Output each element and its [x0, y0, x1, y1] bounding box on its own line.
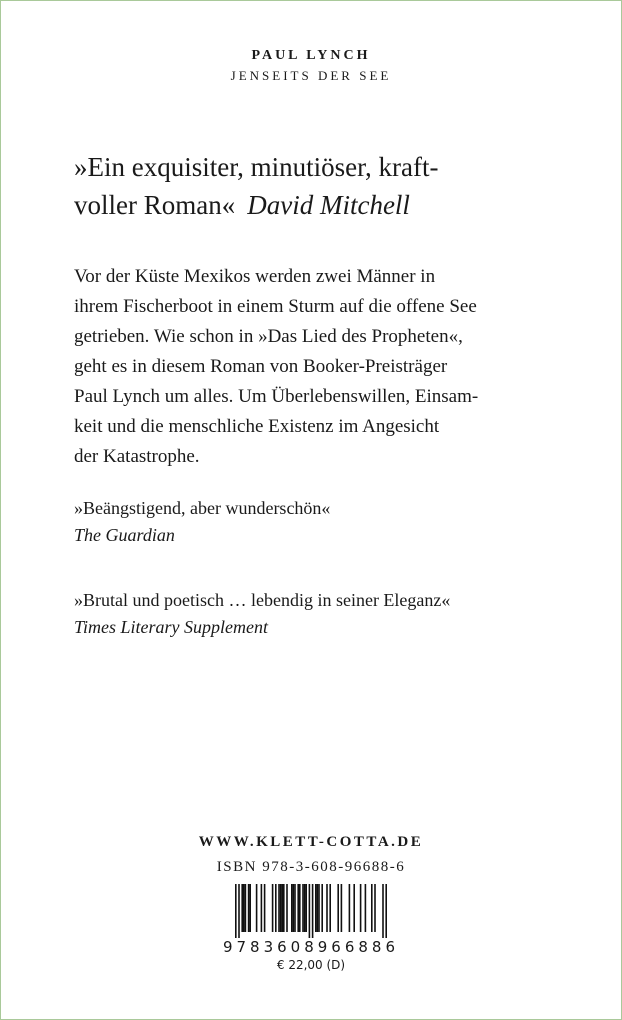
barcode-bar: [304, 884, 306, 932]
barcode-bar: [371, 884, 373, 932]
barcode-bar: [272, 884, 274, 932]
barcode-bar: [293, 884, 295, 932]
barcode: [0, 884, 622, 956]
barcode-guard-bar: [385, 884, 387, 938]
review-tls: [74, 587, 574, 641]
blurb-line: geht es in diesem Roman von Booker-Preisträger: [74, 356, 448, 377]
barcode-bar: [264, 884, 266, 932]
barcode-bar: [243, 884, 245, 932]
barcode-bar: [302, 884, 304, 932]
feature-quote-text: voller Roman«: [74, 190, 236, 220]
barcode-bar: [326, 884, 328, 932]
barcode-bar: [353, 884, 355, 932]
barcode-bar: [291, 884, 293, 932]
publisher-website: WWW.KLETT-COTTA.DE: [198, 834, 424, 850]
barcode-bar: [341, 884, 343, 932]
barcode-guard-bar: [382, 884, 384, 938]
barcode-bar: [297, 884, 299, 932]
barcode-bars: [216, 884, 406, 938]
feature-quote: [74, 148, 574, 224]
barcode-bar: [286, 884, 288, 932]
blurb-line: getrieben. Wie schon in »Das Lied des Propheten«,: [74, 326, 463, 347]
barcode-bar: [337, 884, 339, 932]
barcode-bar: [280, 884, 282, 932]
barcode-bar: [321, 884, 323, 932]
barcode-bar: [299, 884, 301, 932]
blurb-line: Paul Lynch um alles. Um Überlebenswillen, Einsam-: [74, 386, 479, 407]
isbn-number: ISBN 978-3-608-96688-6: [216, 859, 406, 875]
barcode-bar: [315, 884, 317, 932]
barcode-bar: [261, 884, 263, 932]
barcode-bar: [275, 884, 277, 932]
blurb-line: der Katastrophe.: [74, 446, 200, 467]
barcode-bar: [374, 884, 376, 932]
barcode-bar: [248, 884, 250, 932]
barcode-digits: 9783608966886: [222, 938, 400, 956]
barcode-bar: [256, 884, 258, 932]
review-quote: »Beängstigend, aber wunderschön«: [74, 498, 331, 518]
barcode-bar: [329, 884, 331, 932]
barcode-bar: [245, 884, 247, 932]
barcode-bar: [294, 884, 296, 932]
barcode-bar: [360, 884, 362, 932]
barcode-bar: [349, 884, 351, 932]
feature-quote-attribution: David Mitchell: [247, 190, 410, 220]
blurb-text: [74, 262, 574, 472]
barcode-bar: [305, 884, 307, 932]
feature-quote-line-1: »Ein exquisiter, minutiöser, kraft-: [74, 152, 439, 182]
barcode-guard-bar: [312, 884, 314, 938]
blurb-line: ihrem Fischerboot in einem Sturm auf die offene See: [74, 296, 477, 317]
blurb-line: Vor der Küste Mexikos werden zwei Männer in: [74, 266, 436, 287]
blurb-line: keit und die menschliche Existenz im Angesicht: [74, 416, 440, 437]
feature-quote-line-2: [74, 186, 574, 224]
barcode-bar: [281, 884, 283, 932]
barcode-bar: [365, 884, 367, 932]
review-quote: »Brutal und poetisch … lebendig in seiner Eleganz«: [74, 590, 451, 610]
barcode-bar: [283, 884, 285, 932]
barcode-guard-bar: [235, 884, 237, 938]
barcode-bar: [249, 884, 251, 932]
review-source: The Guardian: [74, 525, 175, 545]
barcode-guard-bar: [309, 884, 311, 938]
barcode-guard-bar: [238, 884, 240, 938]
price: € 22,00 (D): [276, 958, 346, 972]
book-title: JENSEITS DER SEE: [230, 68, 392, 83]
barcode-bar: [241, 884, 243, 932]
barcode-bar: [278, 884, 280, 932]
review-guardian: [74, 495, 574, 549]
barcode-bar: [317, 884, 319, 932]
review-source: Times Literary Supplement: [74, 617, 268, 637]
author-name: PAUL LYNCH: [251, 48, 371, 63]
barcode-bar: [318, 884, 320, 932]
